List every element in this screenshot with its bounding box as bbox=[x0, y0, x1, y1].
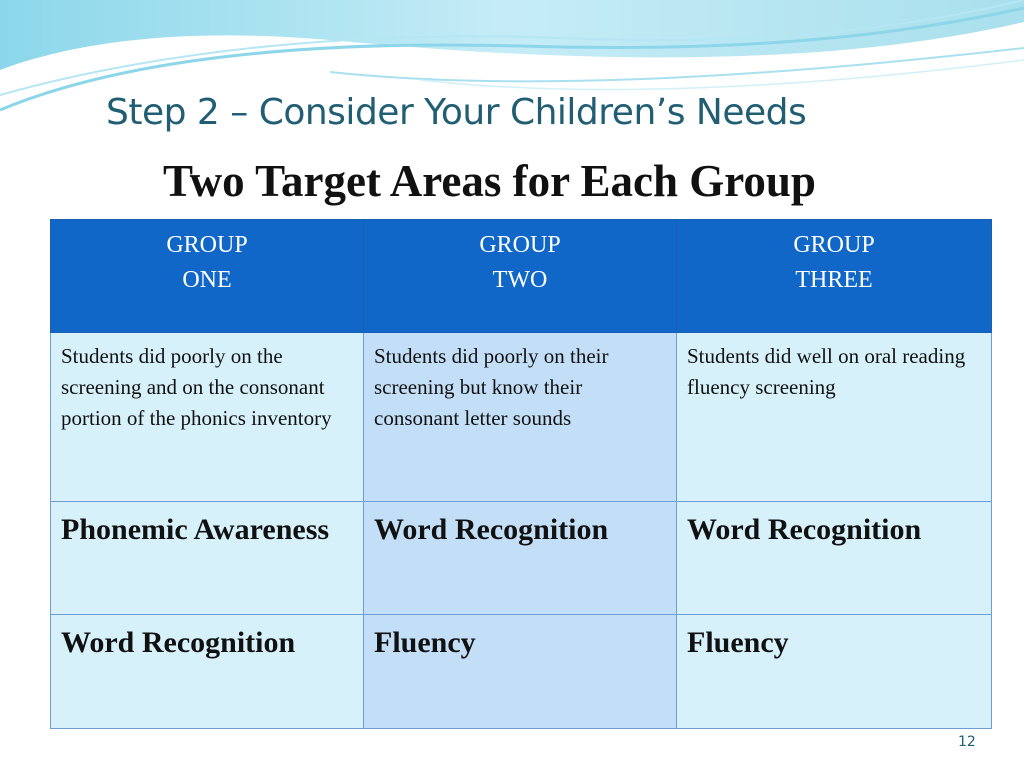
header-group-one bbox=[51, 220, 364, 333]
table-cell: Students did poorly on their screening but know their consonant letter sounds bbox=[364, 333, 677, 502]
table-row bbox=[51, 615, 992, 729]
target-areas-table bbox=[50, 219, 992, 729]
header-line: ONE bbox=[182, 267, 232, 293]
header-group-three bbox=[677, 220, 992, 333]
header-line: GROUP bbox=[793, 232, 875, 258]
header-line: TWO bbox=[492, 267, 548, 293]
table-cell: Students did poorly on the screening and on the consonant portion of the phonics inventory bbox=[51, 333, 364, 502]
header-row bbox=[51, 220, 992, 333]
header-line: GROUP bbox=[479, 232, 561, 258]
slide-title: Step 2 – Consider Your Children’s Needs bbox=[106, 92, 807, 133]
table-cell: Fluency bbox=[677, 615, 992, 729]
table-row bbox=[51, 333, 992, 502]
header-group-two bbox=[364, 220, 677, 333]
slide-subtitle: Two Target Areas for Each Group bbox=[163, 156, 816, 206]
table-cell: Phonemic Awareness bbox=[51, 502, 364, 615]
table-cell: Word Recognition bbox=[677, 502, 992, 615]
table-cell: Fluency bbox=[364, 615, 677, 729]
header-line: THREE bbox=[795, 267, 873, 293]
table-cell: Word Recognition bbox=[364, 502, 677, 615]
header-line: GROUP bbox=[166, 232, 248, 258]
table-row bbox=[51, 502, 992, 615]
table-cell: Word Recognition bbox=[51, 615, 364, 729]
table-cell: Students did well on oral reading fluency screening bbox=[677, 333, 992, 502]
page-number: 12 bbox=[958, 734, 976, 750]
